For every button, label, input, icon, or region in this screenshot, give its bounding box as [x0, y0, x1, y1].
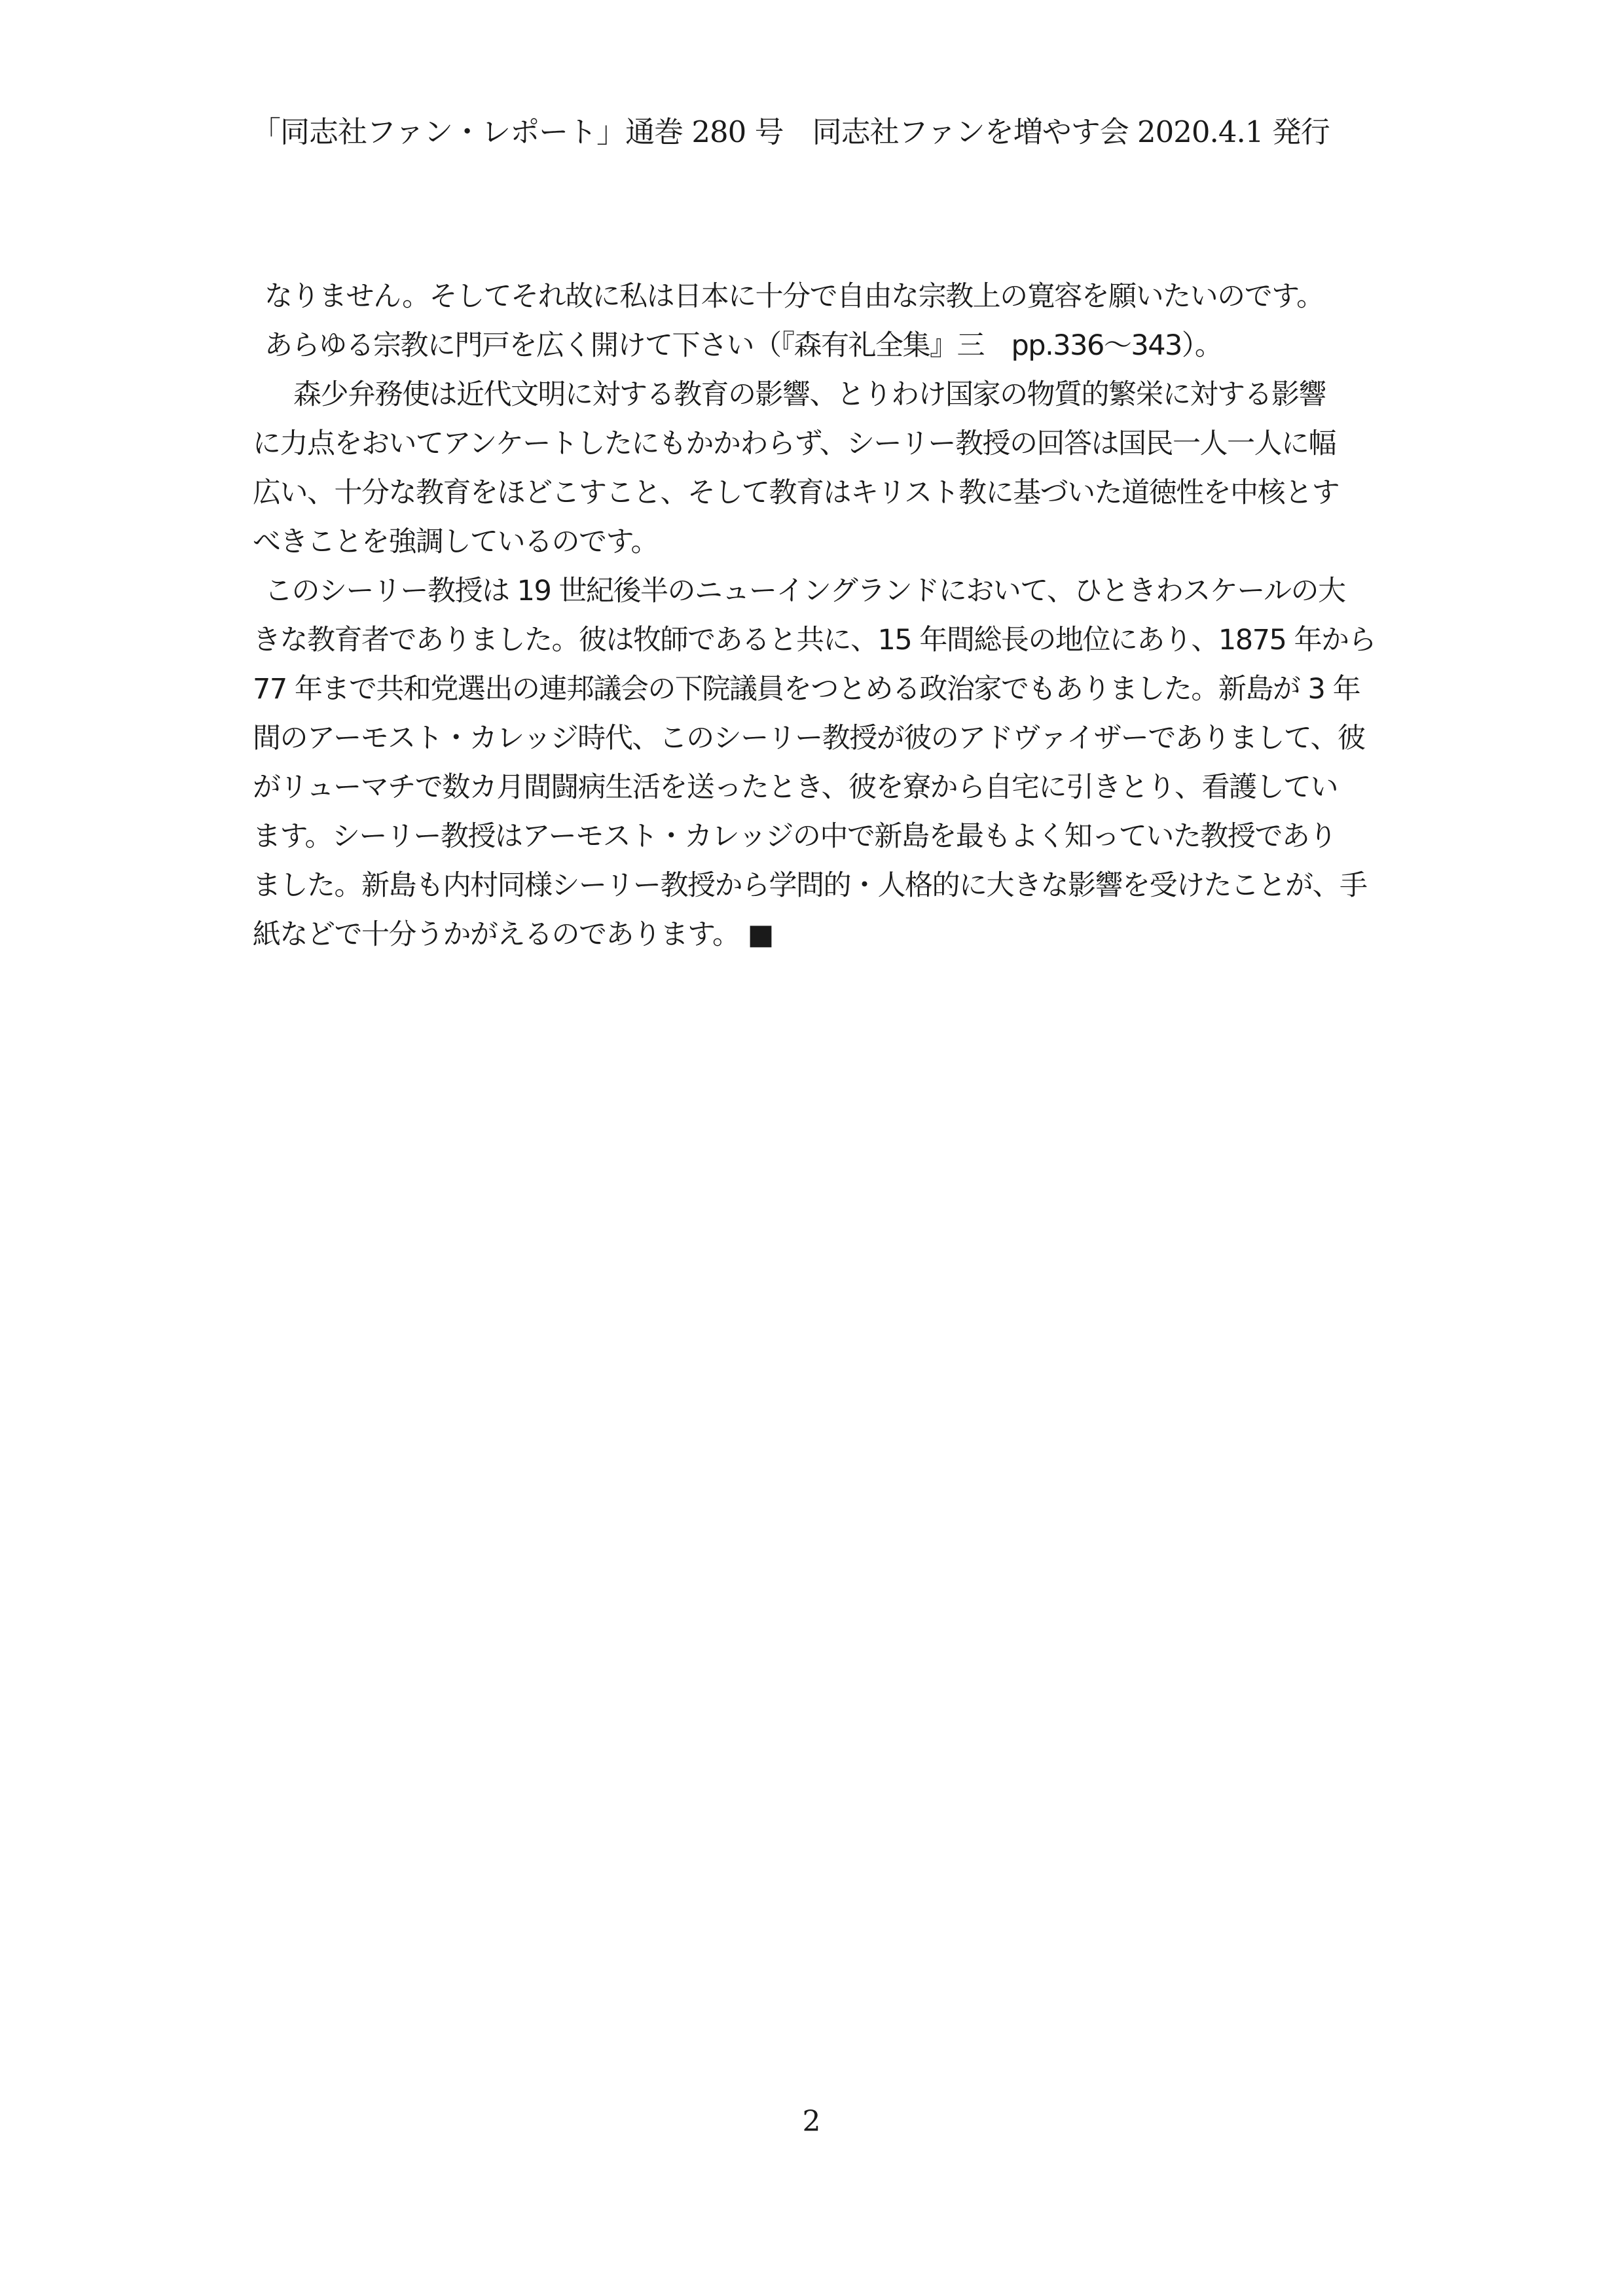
body-line: がリューマチで数カ月間闘病生活を送ったとき、彼を寮から自宅に引きとり、看護してい	[253, 771, 1338, 804]
body-line: べきことを強調しているのです。	[253, 526, 659, 558]
body-text	[253, 272, 1405, 960]
body-line-text: 紙などで十分うかがえるのであります。	[253, 918, 740, 951]
body-line: ます。シーリー教授はアーモスト・カレッジの中で新島を最もよく知っていた教授であり	[253, 820, 1336, 853]
body-line: なりません。そしてそれ故に私は日本に十分で自由な宗教上の寛容を願いたいのです。	[264, 280, 1324, 313]
body-line: 間のアーモスト・カレッジ時代、このシーリー教授が彼のアドヴァイザーでありまして、彼	[253, 722, 1365, 755]
page-number: 2	[802, 2105, 821, 2138]
body-line: あらゆる宗教に門戸を広く開けて下さい（『森有礼全集』三 pp.336〜343）。	[264, 329, 1222, 362]
body-line: きな教育者でありました。彼は牧師であると共に、15 年間総長の地位にあり、1875 年から	[253, 624, 1376, 656]
body-line-last	[253, 910, 1405, 960]
body-line: 森少弁務使は近代文明に対する教育の影響、とりわけ国家の物質的繁栄に対する影響	[293, 378, 1326, 411]
page-header: 「同志社ファン・レポート」通巻 280 号 同志社ファンを増やす会 2020.4.1 発行	[251, 115, 1330, 149]
body-line: に力点をおいてアンケートしたにもかかわらず、シーリー教授の回答は国民一人一人に幅	[253, 427, 1336, 460]
body-line: このシーリー教授は 19 世紀後半のニューイングランドにおいて、ひときわスケールの大	[264, 575, 1345, 607]
body-line: 広い、十分な教育をほどこすこと、そして教育はキリスト教に基づいた道徳性を中核とす	[253, 476, 1340, 509]
body-line: 77 年まで共和党選出の連邦議会の下院議員をつとめる政治家でもありました。新島が 3 年	[253, 673, 1360, 706]
end-mark: ■	[747, 918, 773, 951]
body-line: ました。新島も内村同様シーリー教授から学問的・人格的に大きな影響を受けたことが、手	[253, 869, 1367, 902]
